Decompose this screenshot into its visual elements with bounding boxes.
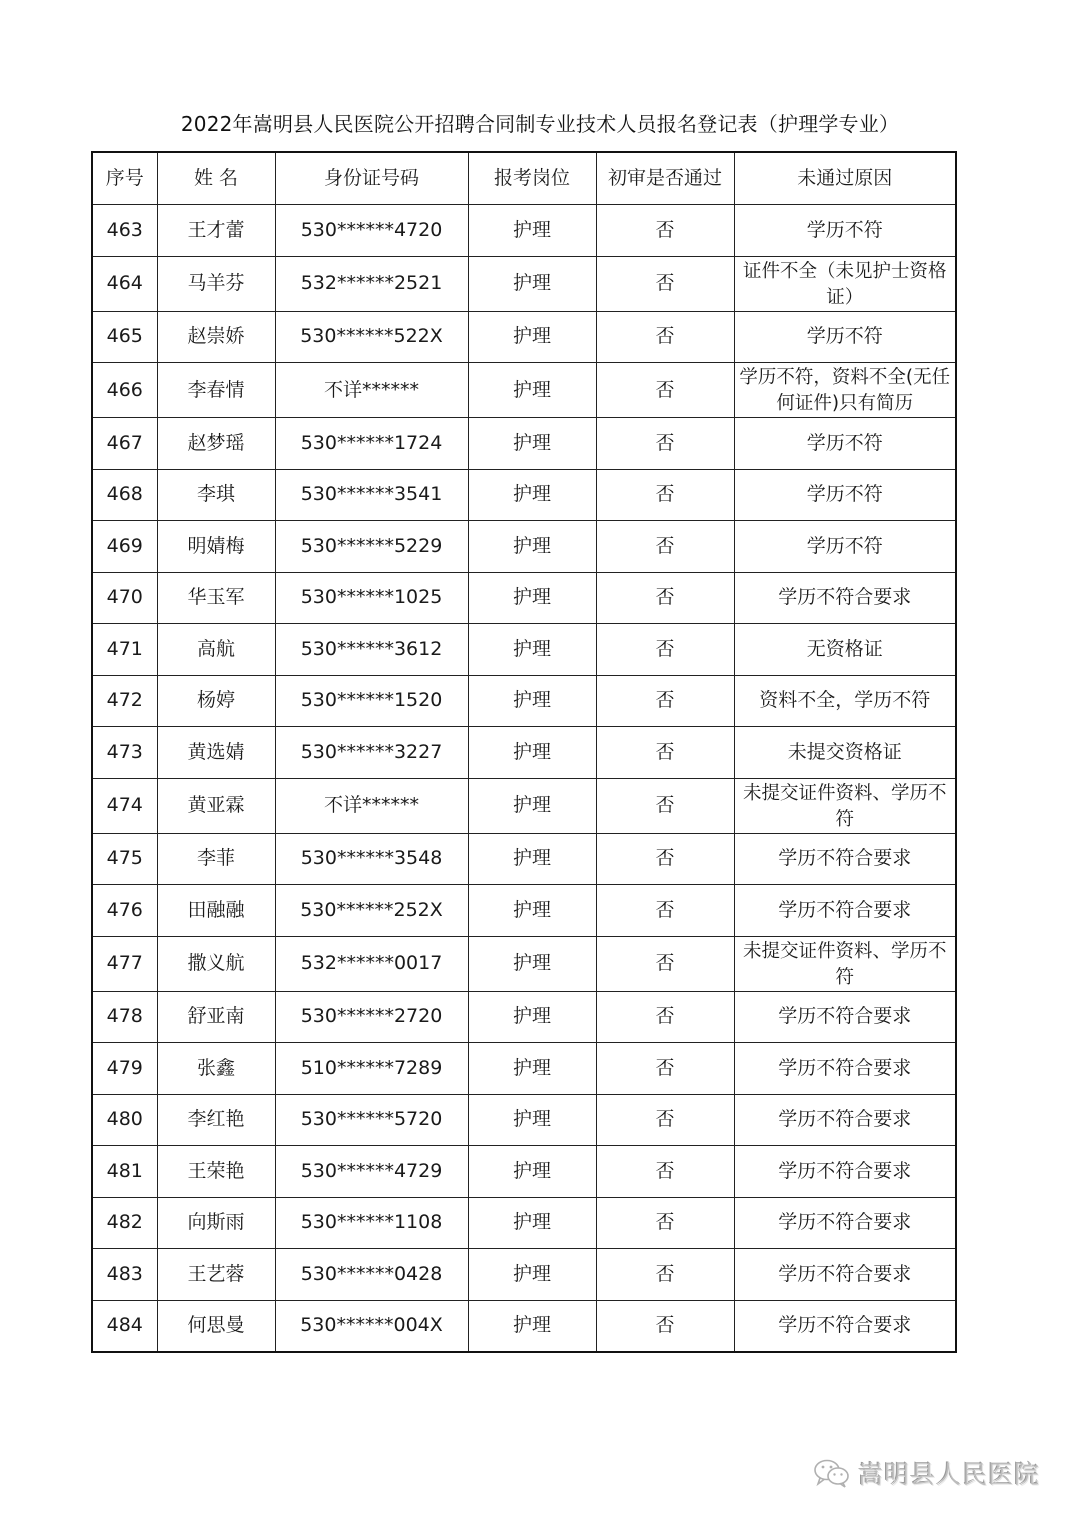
table-row xyxy=(92,363,956,418)
cell-passed: 否 xyxy=(596,1197,734,1249)
cell-id-number: 530******3548 xyxy=(275,833,468,885)
table-row xyxy=(92,418,956,470)
cell-passed: 否 xyxy=(596,936,734,991)
cell-id-number: 530******2720 xyxy=(275,991,468,1043)
cell-no: 478 xyxy=(92,991,157,1043)
cell-position: 护理 xyxy=(468,418,596,470)
cell-position: 护理 xyxy=(468,936,596,991)
cell-name: 李春情 xyxy=(157,363,275,418)
table-row xyxy=(92,936,956,991)
cell-reason: 学历不符合要求 xyxy=(734,1146,956,1198)
cell-name: 马羊芬 xyxy=(157,256,275,311)
document-title: 2022年嵩明县人民医院公开招聘合同制专业技术人员报名登记表（护理学专业） xyxy=(180,112,900,136)
cell-position: 护理 xyxy=(468,521,596,573)
table-row xyxy=(92,1197,956,1249)
cell-no: 467 xyxy=(92,418,157,470)
cell-reason: 未提交证件资料、学历不符 xyxy=(734,936,956,991)
cell-name: 高航 xyxy=(157,624,275,676)
cell-position: 护理 xyxy=(468,885,596,937)
cell-position: 护理 xyxy=(468,1146,596,1198)
cell-id-number: 530******0428 xyxy=(275,1249,468,1301)
cell-passed: 否 xyxy=(596,1094,734,1146)
watermark xyxy=(812,1455,1040,1491)
cell-reason: 证件不全（未见护士资格证） xyxy=(734,256,956,311)
cell-no: 471 xyxy=(92,624,157,676)
cell-id-number: 530******1724 xyxy=(275,418,468,470)
cell-position: 护理 xyxy=(468,256,596,311)
cell-no: 464 xyxy=(92,256,157,311)
cell-position: 护理 xyxy=(468,469,596,521)
cell-id-number: 530******4729 xyxy=(275,1146,468,1198)
cell-name: 李红艳 xyxy=(157,1094,275,1146)
cell-no: 465 xyxy=(92,311,157,363)
cell-name: 张鑫 xyxy=(157,1043,275,1095)
cell-reason: 学历不符合要求 xyxy=(734,1197,956,1249)
cell-no: 477 xyxy=(92,936,157,991)
cell-no: 483 xyxy=(92,1249,157,1301)
cell-position: 护理 xyxy=(468,675,596,727)
cell-id-number: 530******252X xyxy=(275,885,468,937)
table-row xyxy=(92,991,956,1043)
cell-no: 472 xyxy=(92,675,157,727)
cell-name: 王才蕾 xyxy=(157,205,275,257)
table-row xyxy=(92,624,956,676)
cell-position: 护理 xyxy=(468,1249,596,1301)
cell-name: 田融融 xyxy=(157,885,275,937)
cell-passed: 否 xyxy=(596,1146,734,1198)
cell-position: 护理 xyxy=(468,572,596,624)
table-row xyxy=(92,1300,956,1352)
cell-no: 479 xyxy=(92,1043,157,1095)
cell-position: 护理 xyxy=(468,311,596,363)
cell-name: 撒义航 xyxy=(157,936,275,991)
cell-name: 舒亚南 xyxy=(157,991,275,1043)
wechat-icon xyxy=(812,1458,852,1488)
table-row xyxy=(92,256,956,311)
cell-no: 466 xyxy=(92,363,157,418)
cell-passed: 否 xyxy=(596,311,734,363)
table-row xyxy=(92,675,956,727)
cell-reason: 学历不符 xyxy=(734,205,956,257)
column-header-name: 姓 名 xyxy=(157,152,275,205)
cell-reason: 学历不符合要求 xyxy=(734,885,956,937)
cell-reason: 学历不符合要求 xyxy=(734,1249,956,1301)
cell-id-number: 530******3541 xyxy=(275,469,468,521)
cell-no: 470 xyxy=(92,572,157,624)
cell-passed: 否 xyxy=(596,885,734,937)
cell-no: 482 xyxy=(92,1197,157,1249)
cell-reason: 学历不符 xyxy=(734,469,956,521)
cell-reason: 学历不符 xyxy=(734,521,956,573)
cell-position: 护理 xyxy=(468,363,596,418)
column-header-position: 报考岗位 xyxy=(468,152,596,205)
cell-passed: 否 xyxy=(596,363,734,418)
table-row xyxy=(92,521,956,573)
cell-no: 473 xyxy=(92,727,157,779)
cell-reason: 未提交资格证 xyxy=(734,727,956,779)
cell-no: 484 xyxy=(92,1300,157,1352)
cell-name: 李琪 xyxy=(157,469,275,521)
cell-passed: 否 xyxy=(596,521,734,573)
cell-position: 护理 xyxy=(468,778,596,833)
cell-passed: 否 xyxy=(596,624,734,676)
cell-position: 护理 xyxy=(468,727,596,779)
cell-id-number: 530******1025 xyxy=(275,572,468,624)
cell-name: 黄亚霖 xyxy=(157,778,275,833)
cell-name: 赵崇娇 xyxy=(157,311,275,363)
cell-passed: 否 xyxy=(596,778,734,833)
table-row xyxy=(92,1094,956,1146)
table-header-row xyxy=(92,152,956,205)
cell-position: 护理 xyxy=(468,833,596,885)
cell-position: 护理 xyxy=(468,1197,596,1249)
cell-id-number: 530******004X xyxy=(275,1300,468,1352)
cell-id-number: 530******3612 xyxy=(275,624,468,676)
cell-reason: 未提交证件资料、学历不符 xyxy=(734,778,956,833)
cell-passed: 否 xyxy=(596,1249,734,1301)
cell-position: 护理 xyxy=(468,624,596,676)
cell-passed: 否 xyxy=(596,727,734,779)
cell-reason: 学历不符合要求 xyxy=(734,572,956,624)
cell-id-number: 530******1520 xyxy=(275,675,468,727)
cell-passed: 否 xyxy=(596,418,734,470)
cell-position: 护理 xyxy=(468,1094,596,1146)
cell-position: 护理 xyxy=(468,991,596,1043)
cell-reason: 资料不全，学历不符 xyxy=(734,675,956,727)
cell-no: 480 xyxy=(92,1094,157,1146)
cell-reason: 无资格证 xyxy=(734,624,956,676)
cell-reason: 学历不符合要求 xyxy=(734,1094,956,1146)
cell-reason: 学历不符 xyxy=(734,311,956,363)
cell-reason: 学历不符合要求 xyxy=(734,991,956,1043)
cell-passed: 否 xyxy=(596,833,734,885)
cell-no: 469 xyxy=(92,521,157,573)
cell-position: 护理 xyxy=(468,205,596,257)
cell-passed: 否 xyxy=(596,469,734,521)
table-row xyxy=(92,1249,956,1301)
table-row xyxy=(92,572,956,624)
table-row xyxy=(92,205,956,257)
cell-id-number: 510******7289 xyxy=(275,1043,468,1095)
cell-no: 475 xyxy=(92,833,157,885)
cell-name: 向斯雨 xyxy=(157,1197,275,1249)
cell-id-number: 不详****** xyxy=(275,363,468,418)
cell-reason: 学历不符合要求 xyxy=(734,1300,956,1352)
table-row xyxy=(92,727,956,779)
cell-no: 463 xyxy=(92,205,157,257)
cell-passed: 否 xyxy=(596,991,734,1043)
table-row xyxy=(92,469,956,521)
cell-no: 481 xyxy=(92,1146,157,1198)
cell-id-number: 532******0017 xyxy=(275,936,468,991)
cell-id-number: 530******4720 xyxy=(275,205,468,257)
table-row xyxy=(92,1043,956,1095)
cell-id-number: 不详****** xyxy=(275,778,468,833)
cell-no: 474 xyxy=(92,778,157,833)
cell-id-number: 530******522X xyxy=(275,311,468,363)
cell-passed: 否 xyxy=(596,572,734,624)
cell-name: 何思曼 xyxy=(157,1300,275,1352)
cell-no: 476 xyxy=(92,885,157,937)
column-header-no: 序号 xyxy=(92,152,157,205)
cell-id-number: 530******5229 xyxy=(275,521,468,573)
registration-table xyxy=(91,151,957,1353)
table-row xyxy=(92,885,956,937)
cell-passed: 否 xyxy=(596,675,734,727)
table-row xyxy=(92,311,956,363)
cell-passed: 否 xyxy=(596,205,734,257)
cell-name: 杨婷 xyxy=(157,675,275,727)
cell-reason: 学历不符，资料不全(无任何证件)只有简历 xyxy=(734,363,956,418)
cell-position: 护理 xyxy=(468,1300,596,1352)
cell-id-number: 530******3227 xyxy=(275,727,468,779)
column-header-reason: 未通过原因 xyxy=(734,152,956,205)
cell-position: 护理 xyxy=(468,1043,596,1095)
cell-name: 明婧梅 xyxy=(157,521,275,573)
cell-name: 王荣艳 xyxy=(157,1146,275,1198)
cell-reason: 学历不符合要求 xyxy=(734,1043,956,1095)
cell-no: 468 xyxy=(92,469,157,521)
table-row xyxy=(92,778,956,833)
watermark-text: 嵩明县人民医院 xyxy=(858,1460,1041,1489)
cell-passed: 否 xyxy=(596,1043,734,1095)
cell-name: 黄选婧 xyxy=(157,727,275,779)
column-header-passed: 初审是否通过 xyxy=(596,152,734,205)
cell-name: 华玉军 xyxy=(157,572,275,624)
cell-reason: 学历不符合要求 xyxy=(734,833,956,885)
cell-name: 王艺蓉 xyxy=(157,1249,275,1301)
cell-id-number: 530******5720 xyxy=(275,1094,468,1146)
cell-passed: 否 xyxy=(596,1300,734,1352)
cell-reason: 学历不符 xyxy=(734,418,956,470)
cell-id-number: 532******2521 xyxy=(275,256,468,311)
cell-name: 赵梦瑶 xyxy=(157,418,275,470)
table-row xyxy=(92,833,956,885)
table-row xyxy=(92,1146,956,1198)
cell-id-number: 530******1108 xyxy=(275,1197,468,1249)
cell-passed: 否 xyxy=(596,256,734,311)
column-header-id: 身份证号码 xyxy=(275,152,468,205)
cell-name: 李菲 xyxy=(157,833,275,885)
